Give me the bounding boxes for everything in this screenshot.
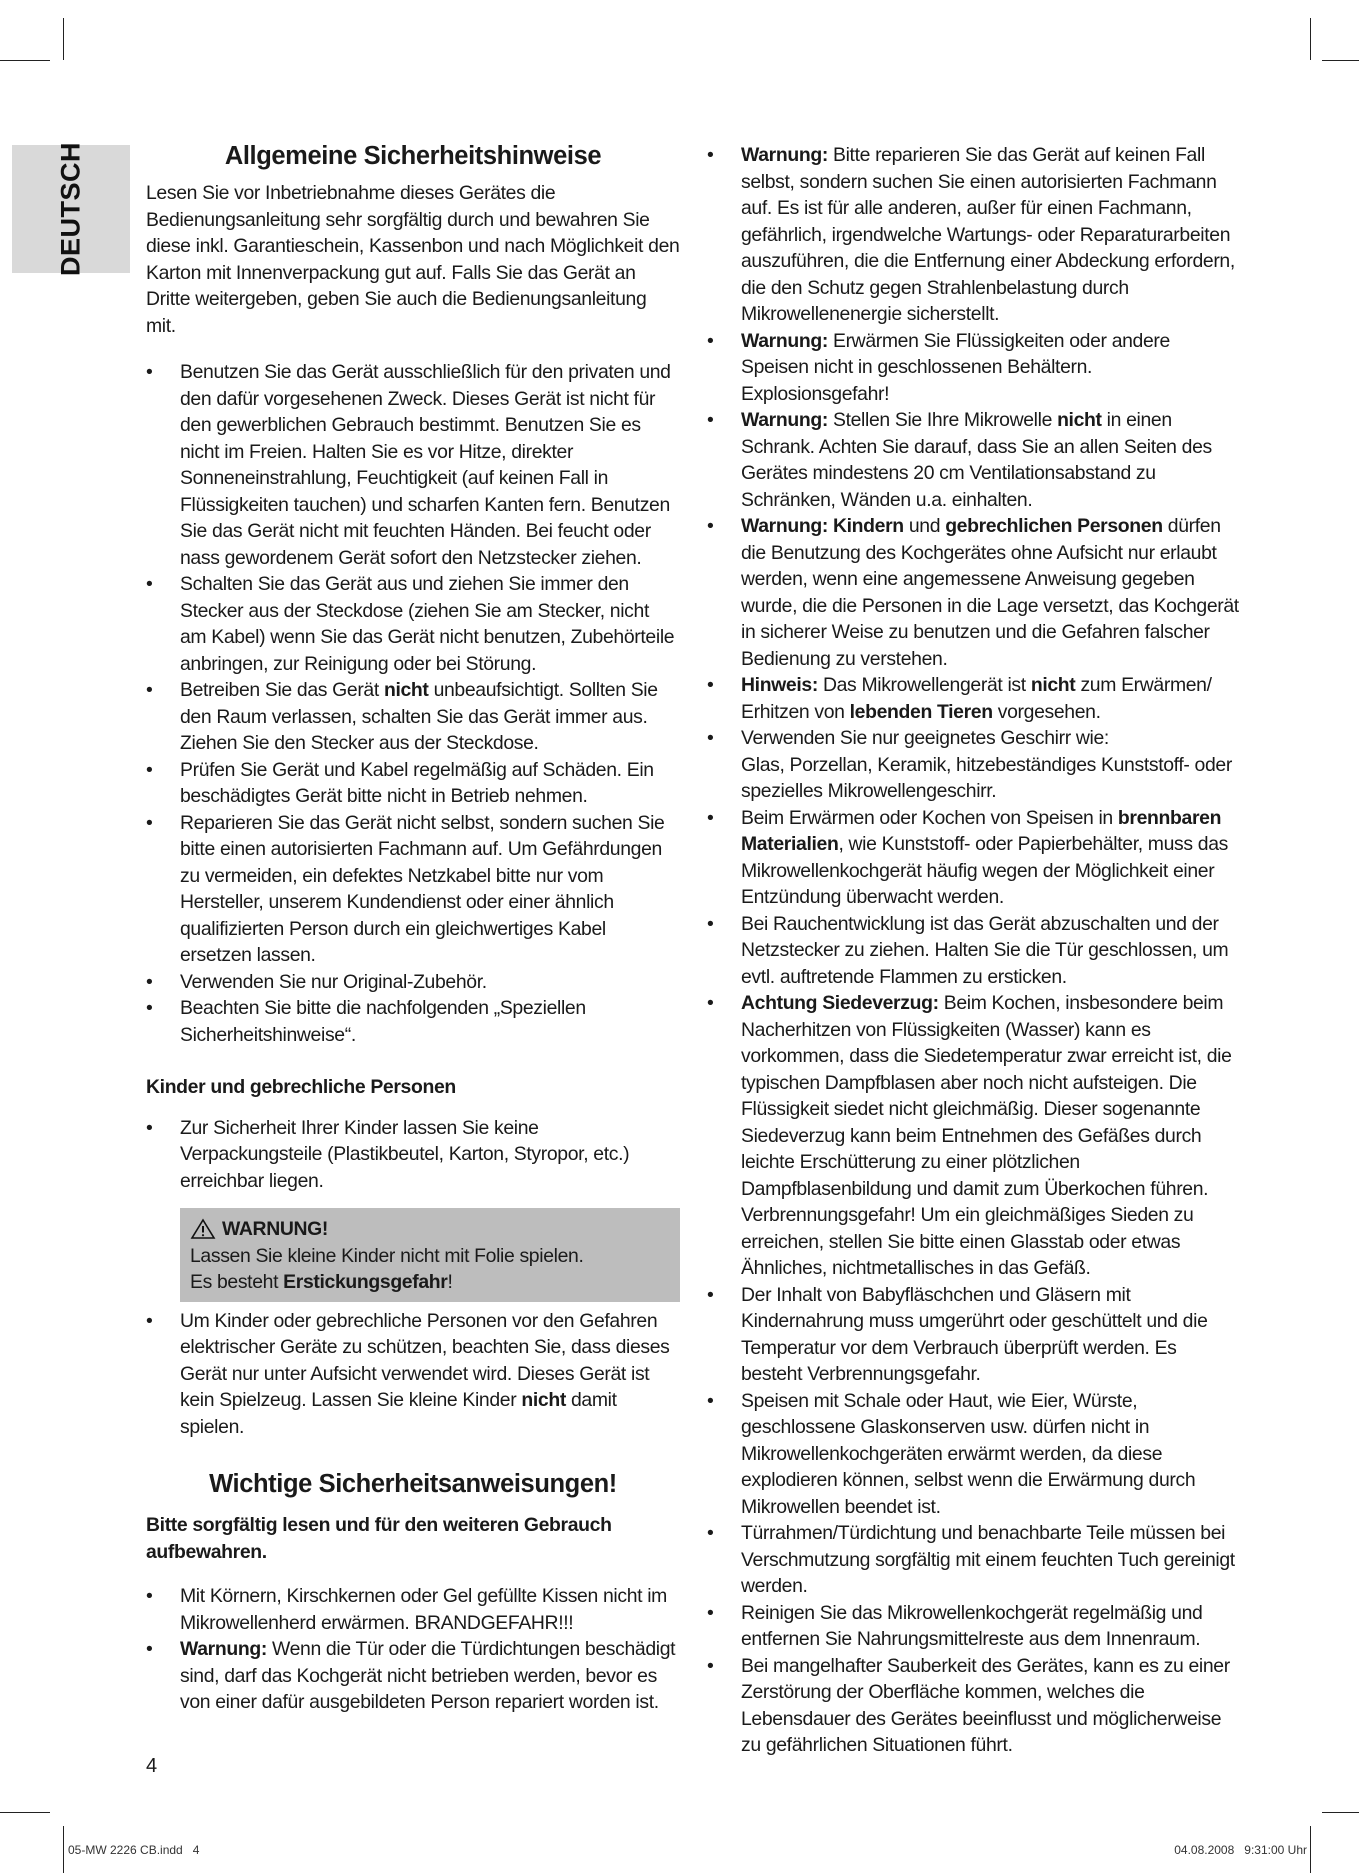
list-item: • Schalten Sie das Gerät aus und ziehen Sie immer den Stecker aus der Steckdose (ziehen Sie am Stecker, nicht am Kabel) wenn Sie das Gerät nicht benutzen, Zubehörteile anbringen, zur Reinigung oder bei Störung. [146, 571, 680, 677]
list-item: • Verwenden Sie nur Original-Zubehör. [146, 969, 680, 996]
footer-file-info: 05-MW 2226 CB.indd 4 [68, 1843, 200, 1857]
list-item: • Hinweis: Das Mikrowellengerät ist nicht zum Erwärmen/ Erhitzen von lebenden Tieren vorgesehen. [707, 672, 1239, 725]
list-item: • Achtung Siedeverzug: Beim Kochen, insbesondere beim Nacherhitzen von Flüssigkeiten (Wasser) kann es vorkommen, dass die Siedetemperatur zwar erreicht ist, die typischen Dampfblasen aber noch nicht aufsteigen. Die Flüssigkeit siedet nicht gleichmäßig. Dieser sogenannte Siedeverzug kann beim Entnehmen des Gefäßes durch leichte Erschütterung zu einer plötzlichen Dampfblasenbildung und damit zum Überkochen führen. Verbrennungsgefahr! Um ein gleichmäßiges Sieden zu erreichen, stellen Sie bitte einen Glasstab oder etwas Ähnliches, nichtmetallisches in das Gefäß. [707, 990, 1239, 1282]
page-number: 4 [146, 1755, 158, 1777]
right-column [707, 142, 1239, 1759]
crop-mark [0, 60, 50, 61]
list-item: • Betreiben Sie das Gerät nicht unbeaufsichtigt. Sollten Sie den Raum verlassen, schalten Sie das Gerät immer aus. Ziehen Sie den Stecker aus der Steckdose. [146, 677, 680, 757]
list-item: • Bei Rauchentwicklung ist das Gerät abzuschalten und der Netzstecker zu ziehen. Halten Sie die Tür geschlossen, um evtl. auftretende Flammen zu ersticken. [707, 911, 1239, 991]
list-item: • Beim Erwärmen oder Kochen von Speisen in brennbaren Materialien, wie Kunststoff- oder Papierbehälter, muss das Mikrowellenkochgerät häufig wegen der Möglichkeit einer Entzündung überwacht werden. [707, 805, 1239, 911]
intro-paragraph: Lesen Sie vor Inbetriebnahme dieses Gerätes die Bedienungsanleitung sehr sorgfältig durch und bewahren Sie diese inkl. Garantieschein, Kassenbon und nach Möglichkeit den Karton mit Innenverpackung gut auf. Falls Sie das Gerät an Dritte weitergeben, geben Sie auch die Bedienungsanleitung mit. [146, 182, 680, 337]
children-list [146, 1115, 680, 1195]
crop-mark [63, 1826, 64, 1873]
list-item: • Warnung: Wenn die Tür oder die Türdichtungen beschädigt sind, darf das Kochgerät nicht betrieben werden, bevor es von einer dafür ausgebildeten Person repariert worden ist. [146, 1636, 680, 1716]
crop-mark [63, 18, 64, 60]
children-heading: Kinder und gebrechliche Personen [146, 1076, 456, 1098]
list-item: • Verwenden Sie nur geeignetes Geschirr wie: Glas, Porzellan, Keramik, hitzebeständiges Kunststoff- oder spezielles Mikrowellengeschirr. [707, 725, 1239, 805]
left-column [146, 140, 680, 1716]
general-safety-list [146, 359, 680, 1048]
list-item: • Warnung: Kindern und gebrechlichen Personen dürfen die Benutzung des Kochgerätes ohne Aufsicht nur erlaubt werden, wenn eine angemessene Anweisung gegeben wurde, die die Personen in die Lage versetzt, das Kochgerät in sicherer Weise zu benutzen und die Gefahren falscher Bedienung zu verstehen. [707, 513, 1239, 672]
warning-line-1: Lassen Sie kleine Kinder nicht mit Folie spielen. [190, 1244, 584, 1267]
footer-datetime: 04.08.2008 9:31:00 Uhr [1174, 1843, 1307, 1857]
microwave-safety-list [707, 142, 1239, 1759]
warning-line-2: Es besteht Erstickungsgefahr! [190, 1271, 453, 1293]
children-list-2 [146, 1308, 680, 1441]
section-title-general-safety: Allgemeine Sicherheitshinweise [224, 142, 602, 170]
list-item: • Der Inhalt von Babyfläschchen und Gläsern mit Kindernahrung muss umgerührt oder geschüttelt und die Temperatur vor dem Verbrauch überprüft werden. Es besteht Verbrennungsgefahr. [707, 1282, 1239, 1388]
language-tab-label: DEUTSCH [55, 141, 86, 277]
warning-heading [190, 1216, 670, 1243]
important-list [146, 1583, 680, 1716]
section-title-important: Wichtige Sicherheitsanweisungen! [209, 1470, 617, 1498]
list-item: • Prüfen Sie Gerät und Kabel regelmäßig auf Schäden. Ein beschädigtes Gerät bitte nicht in Betrieb nehmen. [146, 757, 680, 810]
list-item: • Warnung: Bitte reparieren Sie das Gerät auf keinen Fall selbst, sondern suchen Sie einen autorisierten Fachmann auf. Es ist für alle anderen, außer für einen Fachmann, gefährlich, irgendwelche Wartungs- oder Reparaturarbeiten auszuführen, die die Entfernung einer Abdeckung erfordern, die den Schutz gegen Strahlenbelastung durch Mikrowellenenergie sicherstellt. [707, 142, 1239, 328]
warning-title: WARNUNG! [222, 1218, 328, 1240]
crop-mark [0, 1812, 50, 1813]
crop-mark [1322, 1812, 1359, 1813]
list-item: • Bei mangelhafter Sauberkeit des Gerätes, kann es zu einer Zerstörung der Oberfläche kommen, welches die Lebensdauer des Gerätes beeinflusst und möglicherweise zu gefährlichen Situationen führt. [707, 1653, 1239, 1759]
language-tab [12, 141, 130, 277]
list-item: • Reparieren Sie das Gerät nicht selbst, sondern suchen Sie bitte einen autorisierten Fachmann auf. Um Gefährdungen zu vermeiden, ein defektes Netzkabel bitte nur vom Hersteller, unserem Kundendienst oder einer ähnlich qualifizierten Person durch ein gleichwertiges Kabel ersetzen lassen. [146, 810, 680, 969]
crop-mark [1322, 60, 1359, 61]
list-item: • Um Kinder oder gebrechliche Personen vor den Gefahren elektrischer Geräte zu schützen, beachten Sie, dass dieses Gerät nur unter Aufsicht verwendet wird. Dieses Gerät ist kein Spielzeug. Lassen Sie kleine Kinder nicht damit spielen. [146, 1308, 680, 1441]
list-item: • Türrahmen/Türdichtung und benachbarte Teile müssen bei Verschmutzung sorgfältig mit einem feuchten Tuch gereinigt werden. [707, 1520, 1239, 1600]
list-item: • Reinigen Sie das Mikrowellenkochgerät regelmäßig und entfernen Sie Nahrungsmittelreste aus dem Innenraum. [707, 1600, 1239, 1653]
list-item: • Beachten Sie bitte die nachfolgenden „Speziellen Sicherheitshinweise“. [146, 995, 680, 1048]
important-subtitle: Bitte sorgfältig lesen und für den weiteren Gebrauch aufbewahren. [146, 1514, 612, 1563]
crop-mark [1310, 1826, 1311, 1873]
list-item: • Zur Sicherheit Ihrer Kinder lassen Sie keine Verpackungsteile (Plastikbeutel, Karton, Styropor, etc.) erreichbar liegen. [146, 1115, 680, 1195]
crop-mark [1310, 18, 1311, 60]
list-item: • Mit Körnern, Kirschkernen oder Gel gefüllte Kissen nicht im Mikrowellenherd erwärmen. BRANDGEFAHR!!! [146, 1583, 680, 1636]
warning-box [180, 1208, 680, 1302]
list-item: • Benutzen Sie das Gerät ausschließlich für den privaten und den dafür vorgesehenen Zweck. Dieses Gerät ist nicht für den gewerblichen Gebrauch bestimmt. Benutzen Sie es nicht im Freien. Halten Sie es vor Hitze, direkter Sonneneinstrahlung, Feuchtigkeit (auf keinen Fall in Flüssigkeiten tauchen) und scharfen Kanten fern. Benutzen Sie das Gerät nicht mit feuchten Händen. Bei feucht oder nass gewordenem Gerät sofort den Netzstecker ziehen. [146, 359, 680, 571]
warning-triangle-icon [190, 1218, 216, 1240]
list-item: • Speisen mit Schale oder Haut, wie Eier, Würste, geschlossene Glaskonserven usw. dürfen nicht in Mikrowellenkochgeräten erwärmt werden, da diese explodieren können, selbst wenn die Erwärmung durch Mikrowellen beendet ist. [707, 1388, 1239, 1521]
list-item: • Warnung: Erwärmen Sie Flüssigkeiten oder andere Speisen nicht in geschlossenen Behältern. Explosionsgefahr! [707, 328, 1239, 408]
list-item: • Warnung: Stellen Sie Ihre Mikrowelle nicht in einen Schrank. Achten Sie darauf, dass Sie an allen Seiten des Gerätes mindestens 20 cm Ventilationsabstand zu Schränken, Wänden u.a. einhalten. [707, 407, 1239, 513]
